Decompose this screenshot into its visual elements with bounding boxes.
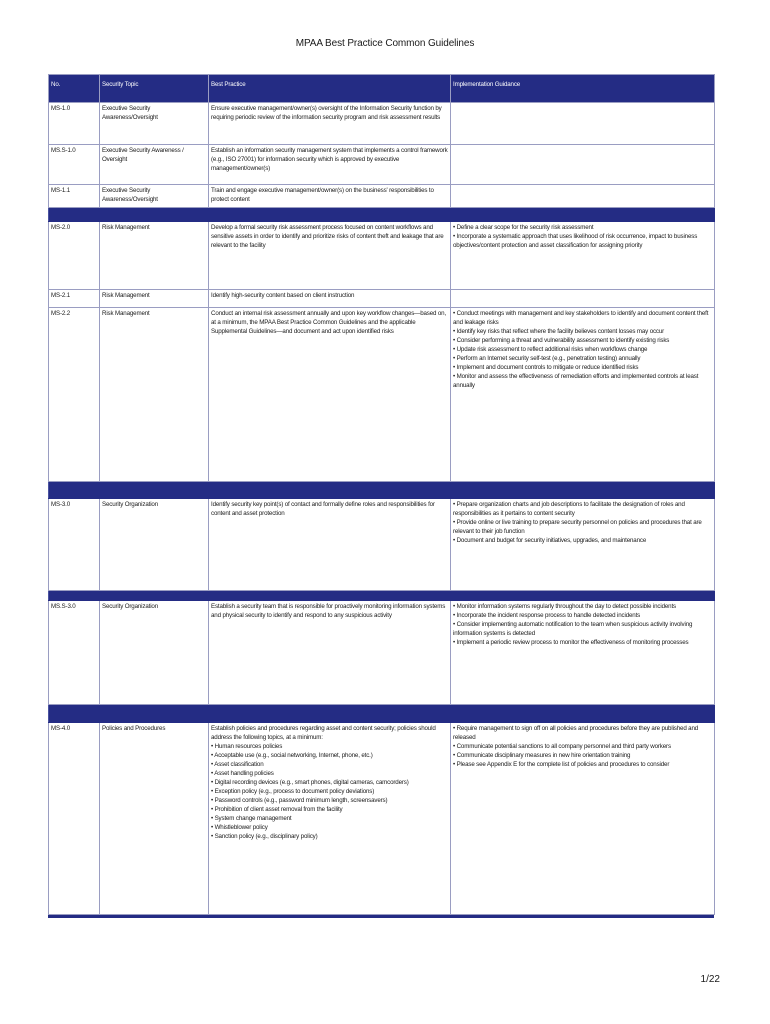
row-security-topic: Security Organization [100, 600, 209, 704]
table-row [49, 600, 715, 704]
row-number: MS-2.0 [49, 221, 100, 289]
row-security-topic: Executive Security Awareness/Oversight [100, 103, 209, 145]
separator-cell [49, 590, 100, 600]
table-row [49, 498, 715, 590]
row-number: MS.S-3.0 [49, 600, 100, 704]
table-row [49, 307, 715, 481]
practice-line: Establish policies and procedures regarding asset and content security; policies should address the following topics, at a minimum: [211, 724, 436, 741]
guidance-line: • Consider implementing automatic notification to the team when suspicious activity involving information systems is detected [453, 620, 693, 637]
guidance-line: • Require management to sign off on all policies and procedures before they are published and released [453, 724, 699, 741]
row-best-practice [209, 103, 451, 145]
practice-line: • System change management [211, 814, 292, 822]
row-security-topic: Executive Security Awareness / Oversight [100, 145, 209, 185]
row-implementation-guidance [451, 103, 715, 145]
row-security-topic: Risk Management [100, 307, 209, 481]
separator-cell [49, 704, 100, 722]
document-title: MPAA Best Practice Common Guidelines [295, 38, 475, 49]
separator-cell [451, 207, 715, 221]
separator-cell [451, 481, 715, 498]
header-security-topic: Security Topic [100, 75, 209, 103]
guidance-line: • Conduct meetings with management and key stakeholders to identify and document content theft and leakage risks [453, 309, 709, 326]
practice-line: • Prohibition of client asset removal from the facility [211, 805, 343, 813]
table-row [49, 145, 715, 185]
row-security-topic: Risk Management [100, 289, 209, 307]
header-implementation-guidance: Implementation Guidance [451, 75, 715, 103]
row-best-practice [209, 498, 451, 590]
row-implementation-guidance [451, 185, 715, 208]
practice-line: Develop a formal security risk assessment process focused on content workflows and sensitive assets in order to identify and prioritize risks of content theft and leakage that are relevant to the facility [211, 223, 444, 249]
separator-cell [209, 207, 451, 221]
header-no: No. [49, 75, 100, 103]
row-number: MS-1.0 [49, 103, 100, 145]
row-number: MS-2.2 [49, 307, 100, 481]
practice-line: Train and engage executive management/owner(s) on the business' responsibilities to protect content [211, 187, 434, 203]
guidance-line: • Incorporate a systematic approach that uses likelihood of risk occurrence, impact to business objectives/content protection and asset classification for assigning priority [453, 232, 698, 249]
separator-cell [451, 590, 715, 600]
practice-line: Conduct an internal risk assessment annually and upon key workflow changes—based on, at a minimum, the MPAA Best Practice Common Guidelines and the applicable Supplemental Guidelines—and document and act upon identified risks [211, 309, 447, 335]
row-implementation-guidance [451, 498, 715, 590]
separator-cell [209, 481, 451, 498]
separator-cell [451, 704, 715, 722]
row-best-practice [209, 221, 451, 289]
practice-line: Identify security key point(s) of contact and formally define roles and responsibilities for content and asset protection [211, 500, 435, 517]
table-body [49, 103, 715, 915]
separator-cell [100, 481, 209, 498]
table-row [49, 722, 715, 914]
row-security-topic: Executive Security Awareness/Oversight [100, 185, 209, 208]
practice-line: • Human resources policies [211, 742, 283, 750]
practice-line: Establish an information security management system that implements a control framework (e.g., ISO 27001) for information security which is approved by executive management/owner(s) [211, 147, 448, 172]
table-header-row [49, 75, 715, 103]
practice-line: • Password controls (e.g., password minimum length, screensavers) [211, 796, 388, 804]
separator-cell [49, 481, 100, 498]
practice-line: • Asset classification [211, 760, 264, 768]
separator-cell [100, 207, 209, 221]
practice-line: • Acceptable use (e.g., social networking, Internet, phone, etc.) [211, 751, 373, 759]
practice-line: • Asset handling policies [211, 769, 274, 777]
practice-line: • Whistleblower policy [211, 823, 268, 831]
section-separator [49, 704, 715, 722]
row-number: MS.S-1.0 [49, 145, 100, 185]
practice-line: Ensure executive management/owner(s) oversight of the Information Security function by requiring periodic review of the information security program and risk assessment results [211, 105, 442, 121]
guidance-line: • Monitor information systems regularly throughout the day to detect possible incidents [453, 602, 676, 610]
guidance-line: • Communicate potential sanctions to all company personnel and third party workers [453, 742, 671, 750]
guidance-line: • Identify key risks that reflect where the facility believes content losses may occur [453, 327, 665, 335]
guidance-line: • Document and budget for security initiatives, upgrades, and maintenance [453, 536, 647, 544]
row-security-topic: Risk Management [100, 221, 209, 289]
table-row [49, 221, 715, 289]
page-number: 1/22 [700, 974, 720, 985]
section-separator [49, 481, 715, 498]
table-row [49, 185, 715, 208]
row-implementation-guidance [451, 600, 715, 704]
section-separator [49, 207, 715, 221]
row-best-practice [209, 145, 451, 185]
guidance-line: • Perform an Internet security self-test (e.g., penetration testing) annually [453, 354, 641, 362]
row-implementation-guidance [451, 307, 715, 481]
separator-cell [100, 590, 209, 600]
separator-cell [209, 704, 451, 722]
practice-line: • Sanction policy (e.g., disciplinary policy) [211, 832, 318, 840]
row-implementation-guidance [451, 221, 715, 289]
guidance-line: • Provide online or live training to prepare security personnel on policies and procedures that are relevant to their job function [453, 518, 702, 535]
guidance-line: • Implement a periodic review process to monitor the effectiveness of monitoring processes [453, 638, 689, 646]
guidance-line: • Implement and document controls to mitigate or reduce identified risks [453, 363, 639, 371]
separator-cell [49, 207, 100, 221]
guidance-line: • Prepare organization charts and job descriptions to facilitate the designation of roles and responsibilities as it pertains to content security [453, 500, 685, 517]
header-best-practice: Best Practice [209, 75, 451, 103]
row-best-practice [209, 289, 451, 307]
row-implementation-guidance [451, 722, 715, 914]
guidance-line: • Please see Appendix E for the complete list of policies and procedures to consider [453, 760, 670, 768]
row-best-practice [209, 307, 451, 481]
separator-cell [209, 590, 451, 600]
practice-line: • Exception policy (e.g., process to document policy deviations) [211, 787, 375, 795]
practice-line: Identify high-security content based on client instruction [211, 291, 355, 299]
row-best-practice [209, 185, 451, 208]
row-number: MS-3.0 [49, 498, 100, 590]
practice-line: • Digital recording devices (e.g., smart phones, digital cameras, camcorders) [211, 778, 409, 786]
guidance-line: • Incorporate the incident response process to handle detected incidents [453, 611, 641, 619]
row-number: MS-2.1 [49, 289, 100, 307]
table-row [49, 289, 715, 307]
row-security-topic: Policies and Procedures [100, 722, 209, 914]
row-number: MS-4.0 [49, 722, 100, 914]
guidelines-table [48, 74, 715, 915]
row-security-topic: Security Organization [100, 498, 209, 590]
guidance-line: • Communicate disciplinary measures in new hire orientation training [453, 751, 631, 759]
row-number: MS-1.1 [49, 185, 100, 208]
guidance-line: • Update risk assessment to reflect additional risks when workflows change [453, 345, 648, 353]
row-implementation-guidance [451, 289, 715, 307]
row-best-practice [209, 722, 451, 914]
guidance-line: • Monitor and assess the effectiveness of remediation efforts and implemented controls at least annually [453, 372, 699, 389]
separator-cell [100, 704, 209, 722]
guidance-line: • Define a clear scope for the security risk assessment [453, 223, 594, 231]
guidance-line: • Consider performing a threat and vulnerability assessment to identify existing risks [453, 336, 670, 344]
row-implementation-guidance [451, 145, 715, 185]
practice-line: Establish a security team that is responsible for proactively monitoring information systems and physical security to identify and respond to any suspicious activity [211, 602, 446, 619]
row-best-practice [209, 600, 451, 704]
section-separator [49, 590, 715, 600]
table-row [49, 103, 715, 145]
